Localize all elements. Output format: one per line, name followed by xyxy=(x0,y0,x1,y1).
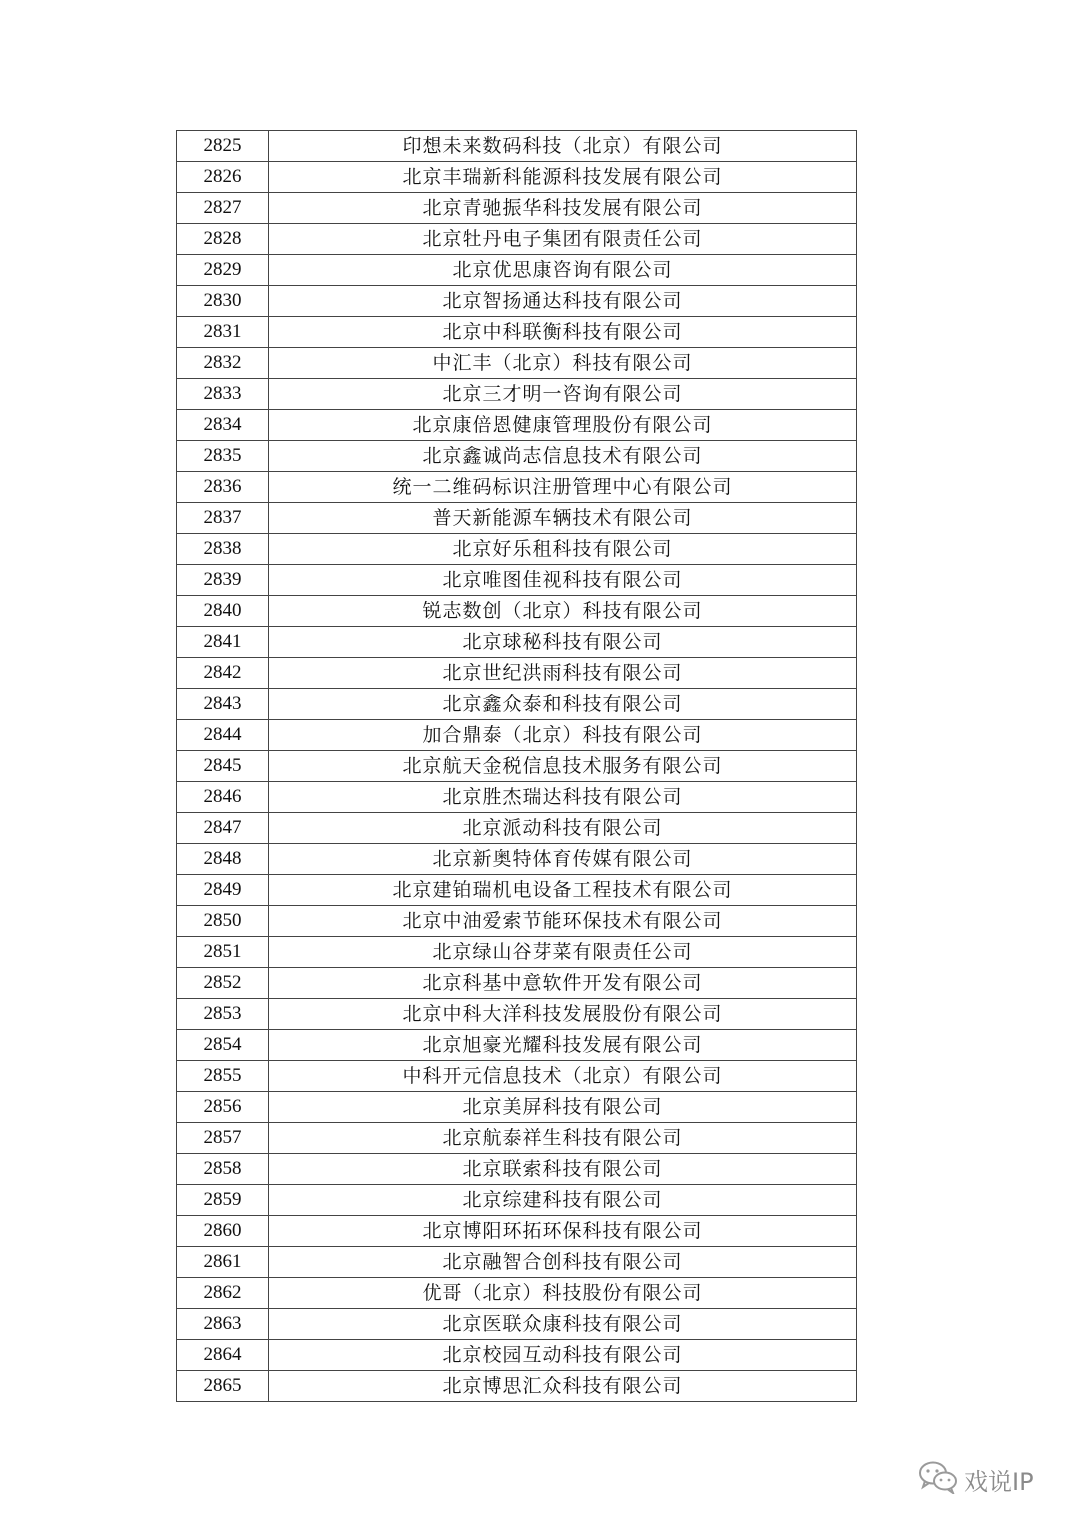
table-row xyxy=(177,689,857,720)
table-row xyxy=(177,379,857,410)
watermark xyxy=(918,1459,1034,1499)
table-row xyxy=(177,1185,857,1216)
company-name: 北京博阳环拓环保科技有限公司 xyxy=(269,1216,857,1247)
row-number: 2841 xyxy=(177,627,269,658)
company-name: 北京医联众康科技有限公司 xyxy=(269,1309,857,1340)
row-number: 2832 xyxy=(177,348,269,379)
row-number: 2852 xyxy=(177,968,269,999)
row-number: 2844 xyxy=(177,720,269,751)
wechat-icon xyxy=(918,1460,958,1498)
row-number: 2826 xyxy=(177,162,269,193)
table-row xyxy=(177,162,857,193)
table-row xyxy=(177,193,857,224)
company-name: 北京美屏科技有限公司 xyxy=(269,1092,857,1123)
company-name: 普天新能源车辆技术有限公司 xyxy=(269,503,857,534)
table-row xyxy=(177,1123,857,1154)
table-row xyxy=(177,627,857,658)
company-list-table xyxy=(176,130,857,1402)
company-name: 北京航天金税信息技术服务有限公司 xyxy=(269,751,857,782)
table-row xyxy=(177,1309,857,1340)
company-name: 中汇丰（北京）科技有限公司 xyxy=(269,348,857,379)
table-row xyxy=(177,255,857,286)
row-number: 2863 xyxy=(177,1309,269,1340)
company-name: 北京中科大洋科技发展股份有限公司 xyxy=(269,999,857,1030)
row-number: 2847 xyxy=(177,813,269,844)
row-number: 2846 xyxy=(177,782,269,813)
table-row xyxy=(177,131,857,162)
table-row xyxy=(177,1371,857,1402)
company-name: 北京科基中意软件开发有限公司 xyxy=(269,968,857,999)
table-row xyxy=(177,534,857,565)
watermark-text: 戏说IP xyxy=(964,1467,1034,1496)
company-name: 北京鑫众泰和科技有限公司 xyxy=(269,689,857,720)
table-row xyxy=(177,1030,857,1061)
table-row xyxy=(177,751,857,782)
table-row xyxy=(177,1216,857,1247)
table-row xyxy=(177,224,857,255)
company-name: 北京联索科技有限公司 xyxy=(269,1154,857,1185)
row-number: 2864 xyxy=(177,1340,269,1371)
table-row xyxy=(177,1278,857,1309)
row-number: 2829 xyxy=(177,255,269,286)
row-number: 2839 xyxy=(177,565,269,596)
row-number: 2828 xyxy=(177,224,269,255)
row-number: 2854 xyxy=(177,1030,269,1061)
table-row xyxy=(177,937,857,968)
row-number: 2836 xyxy=(177,472,269,503)
company-name: 北京建铂瑞机电设备工程技术有限公司 xyxy=(269,875,857,906)
company-name: 北京派动科技有限公司 xyxy=(269,813,857,844)
table-row xyxy=(177,410,857,441)
company-name: 北京中油爱索节能环保技术有限公司 xyxy=(269,906,857,937)
table-row xyxy=(177,503,857,534)
row-number: 2840 xyxy=(177,596,269,627)
row-number: 2855 xyxy=(177,1061,269,1092)
table-row xyxy=(177,813,857,844)
company-name: 北京综建科技有限公司 xyxy=(269,1185,857,1216)
row-number: 2858 xyxy=(177,1154,269,1185)
table-row xyxy=(177,1061,857,1092)
company-name: 加合鼎泰（北京）科技有限公司 xyxy=(269,720,857,751)
table-row xyxy=(177,658,857,689)
row-number: 2861 xyxy=(177,1247,269,1278)
row-number: 2827 xyxy=(177,193,269,224)
row-number: 2845 xyxy=(177,751,269,782)
company-name: 北京唯图佳视科技有限公司 xyxy=(269,565,857,596)
company-name: 北京旭豪光耀科技发展有限公司 xyxy=(269,1030,857,1061)
company-name: 北京新奥特体育传媒有限公司 xyxy=(269,844,857,875)
company-name: 北京绿山谷芽菜有限责任公司 xyxy=(269,937,857,968)
table-row xyxy=(177,348,857,379)
company-name: 北京优思康咨询有限公司 xyxy=(269,255,857,286)
company-name: 北京航泰祥生科技有限公司 xyxy=(269,1123,857,1154)
row-number: 2838 xyxy=(177,534,269,565)
table-row xyxy=(177,844,857,875)
company-name: 北京球秘科技有限公司 xyxy=(269,627,857,658)
row-number: 2859 xyxy=(177,1185,269,1216)
company-name: 北京博思汇众科技有限公司 xyxy=(269,1371,857,1402)
row-number: 2834 xyxy=(177,410,269,441)
company-name: 北京智扬通达科技有限公司 xyxy=(269,286,857,317)
company-name: 北京好乐租科技有限公司 xyxy=(269,534,857,565)
table-row xyxy=(177,1340,857,1371)
row-number: 2837 xyxy=(177,503,269,534)
row-number: 2851 xyxy=(177,937,269,968)
company-name: 北京丰瑞新科能源科技发展有限公司 xyxy=(269,162,857,193)
row-number: 2865 xyxy=(177,1371,269,1402)
table-row xyxy=(177,596,857,627)
table-row xyxy=(177,999,857,1030)
row-number: 2842 xyxy=(177,658,269,689)
row-number: 2833 xyxy=(177,379,269,410)
company-name: 北京鑫诚尚志信息技术有限公司 xyxy=(269,441,857,472)
table-row xyxy=(177,317,857,348)
company-name: 北京牡丹电子集团有限责任公司 xyxy=(269,224,857,255)
table-row xyxy=(177,968,857,999)
company-name: 北京融智合创科技有限公司 xyxy=(269,1247,857,1278)
company-name: 北京三才明一咨询有限公司 xyxy=(269,379,857,410)
table-body xyxy=(177,131,857,1402)
row-number: 2830 xyxy=(177,286,269,317)
row-number: 2835 xyxy=(177,441,269,472)
table-row xyxy=(177,472,857,503)
company-name: 北京世纪洪雨科技有限公司 xyxy=(269,658,857,689)
company-name: 北京中科联衡科技有限公司 xyxy=(269,317,857,348)
company-name: 北京胜杰瑞达科技有限公司 xyxy=(269,782,857,813)
row-number: 2831 xyxy=(177,317,269,348)
company-name: 北京康倍恩健康管理股份有限公司 xyxy=(269,410,857,441)
row-number: 2850 xyxy=(177,906,269,937)
company-name: 北京青驰振华科技发展有限公司 xyxy=(269,193,857,224)
company-name: 统一二维码标识注册管理中心有限公司 xyxy=(269,472,857,503)
row-number: 2853 xyxy=(177,999,269,1030)
table-row xyxy=(177,286,857,317)
row-number: 2843 xyxy=(177,689,269,720)
row-number: 2862 xyxy=(177,1278,269,1309)
company-name: 中科开元信息技术（北京）有限公司 xyxy=(269,1061,857,1092)
company-name: 锐志数创（北京）科技有限公司 xyxy=(269,596,857,627)
table-row xyxy=(177,1092,857,1123)
table-row xyxy=(177,565,857,596)
company-name: 北京校园互动科技有限公司 xyxy=(269,1340,857,1371)
row-number: 2860 xyxy=(177,1216,269,1247)
table-row xyxy=(177,1154,857,1185)
table-row xyxy=(177,782,857,813)
company-name: 印想未来数码科技（北京）有限公司 xyxy=(269,131,857,162)
row-number: 2825 xyxy=(177,131,269,162)
table-row xyxy=(177,720,857,751)
row-number: 2849 xyxy=(177,875,269,906)
table-row xyxy=(177,1247,857,1278)
company-name: 优哥（北京）科技股份有限公司 xyxy=(269,1278,857,1309)
table-row xyxy=(177,906,857,937)
table-row xyxy=(177,441,857,472)
row-number: 2856 xyxy=(177,1092,269,1123)
table-row xyxy=(177,875,857,906)
row-number: 2857 xyxy=(177,1123,269,1154)
row-number: 2848 xyxy=(177,844,269,875)
